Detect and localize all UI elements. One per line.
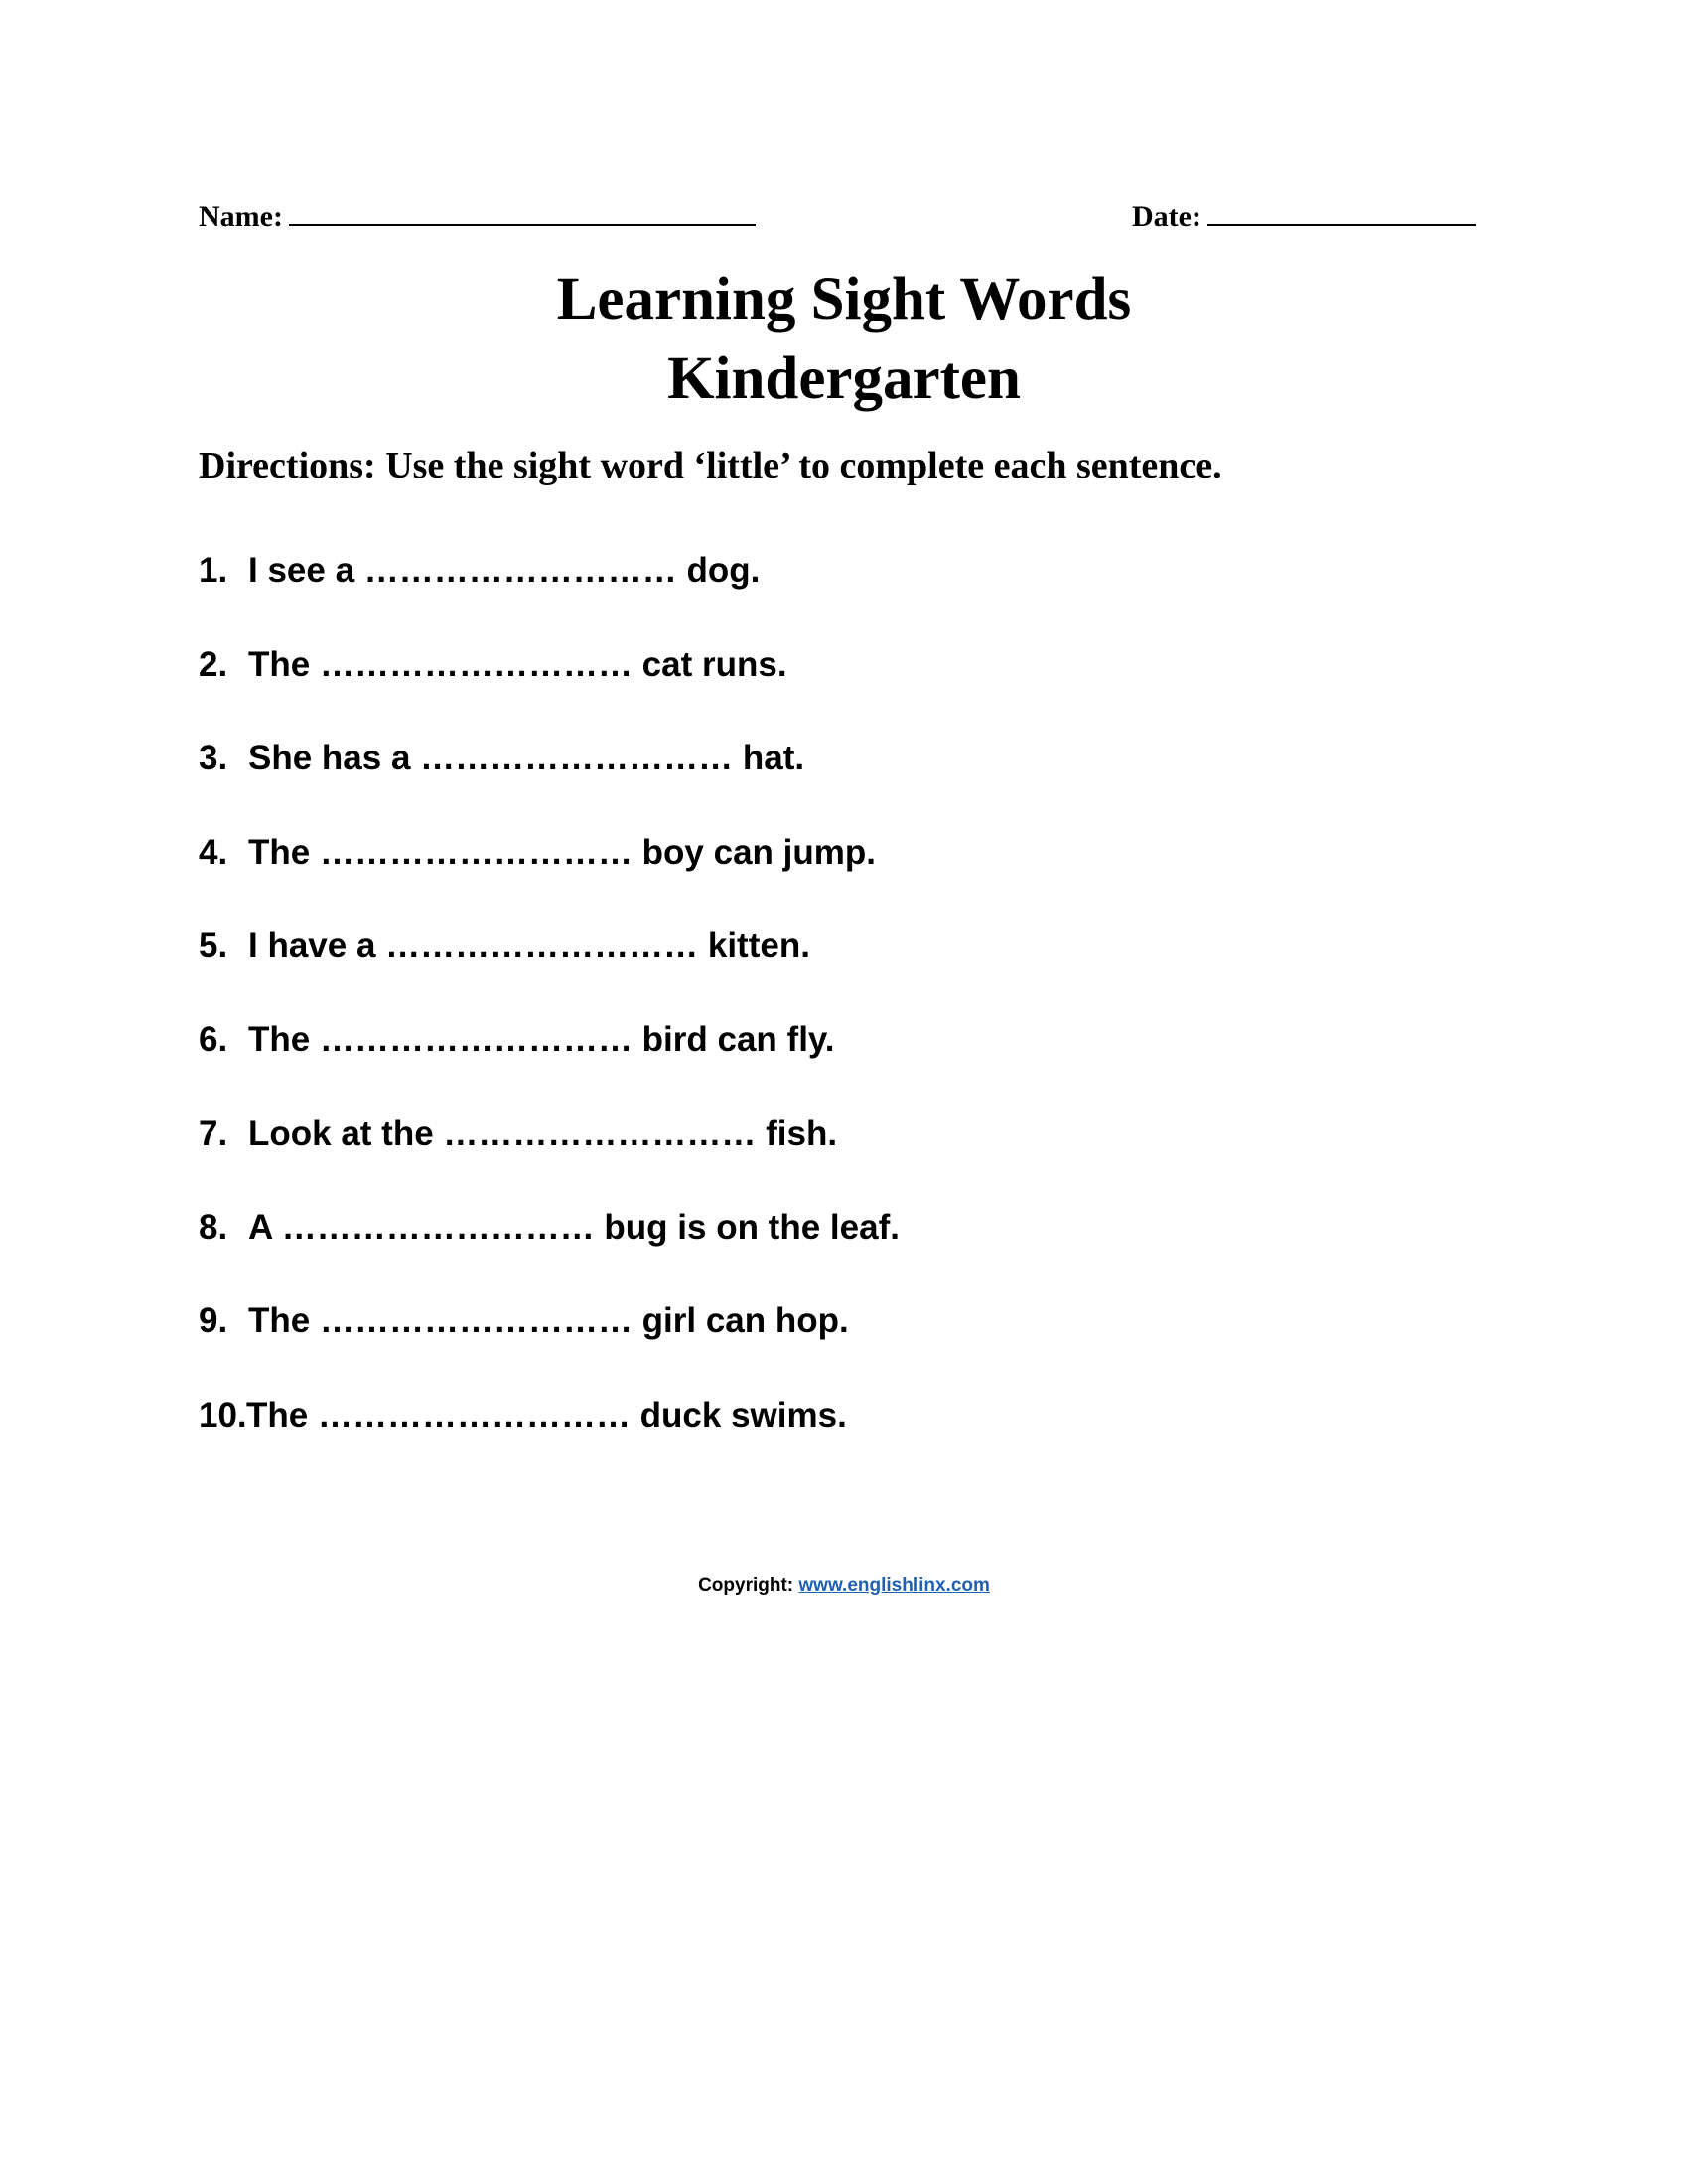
question-item [199,739,1390,833]
question-text: The ……………………… duck swims. [246,1395,847,1434]
question-item [199,926,1390,1021]
question-number: 4. [199,832,228,872]
date-field [1132,199,1476,234]
page-title: Learning Sight Words [556,266,1132,333]
question-item [199,551,1390,645]
question-text: The ……………………… girl can hop. [248,1301,849,1340]
question-item [199,1208,1390,1302]
question-number: 7. [199,1114,228,1153]
question-number: 3. [199,739,228,777]
question-item [199,833,1390,927]
question-text: The ……………………… cat runs. [248,644,787,684]
name-field [199,199,756,234]
question-text: The ……………………… bird can fly. [248,1020,835,1059]
question-number: 5. [199,926,228,965]
question-text: I see a ……………………… dog. [248,551,761,590]
question-text: Look at the ……………………… fish. [248,1114,838,1153]
question-text: A ……………………… bug is on the leaf. [248,1207,900,1247]
question-number: 6. [199,1020,228,1059]
question-text: The ……………………… boy can jump. [248,832,876,872]
question-number: 9. [199,1301,228,1340]
question-text: She has a ……………………… hat. [248,739,805,777]
copyright-footer [0,1575,1688,1597]
question-text: I have a ……………………… kitten. [248,926,810,965]
question-item [199,645,1390,740]
question-number: 10. [199,1395,247,1434]
page-subtitle: Kindergarten [667,345,1021,412]
date-blank-line[interactable] [1207,199,1476,226]
question-number: 8. [199,1207,228,1247]
header-row [199,199,1489,238]
question-list [199,551,1390,1489]
question-item [199,1396,1390,1490]
name-label: Name: [199,201,283,233]
name-blank-line[interactable] [289,199,756,226]
question-item [199,1114,1390,1208]
copyright-link[interactable]: www.englishlinx.com [798,1575,990,1596]
directions-text: Directions: Use the sight word ‘little’ to complete each sentence. [199,445,1222,486]
date-label: Date: [1132,201,1201,233]
question-item [199,1301,1390,1396]
question-number: 2. [199,644,228,684]
question-number: 1. [199,551,228,590]
copyright-label: Copyright: [698,1575,794,1596]
question-item [199,1021,1390,1115]
